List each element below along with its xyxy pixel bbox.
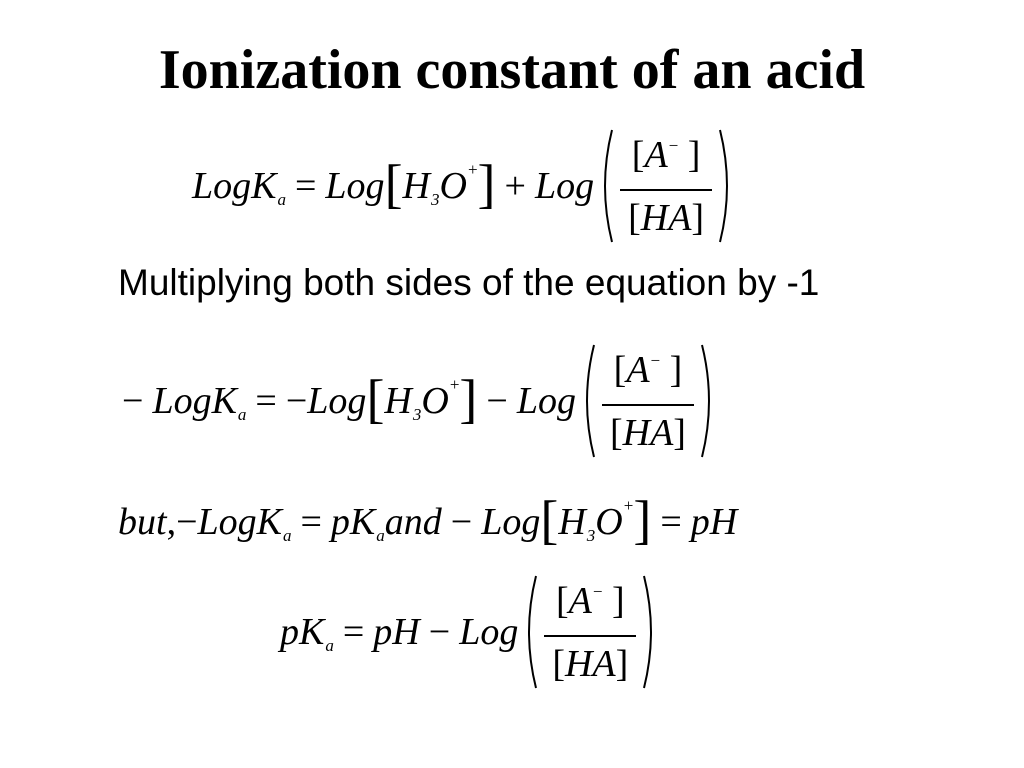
pka-term: pK [280,611,325,653]
superscript-plus: + [623,496,634,515]
subscript-a: a [282,526,292,545]
fraction-numerator: [A− ] [556,579,625,622]
fraction-a-over-ha [620,132,712,241]
ph-term: pH [373,611,420,653]
left-bracket: [ [540,490,559,550]
log-ka-term: LogK [197,501,282,543]
right-bracket: ] [477,154,496,214]
subscript-a: a [237,405,247,424]
log-ka-term: LogK [152,380,237,422]
comma: , [166,501,177,543]
hydrogen-symbol: H [558,501,586,543]
left-bracket: [ [366,369,385,429]
fraction-bar [620,189,712,191]
equation-henderson-hasselbalch [280,574,662,690]
fraction-denominator: [HA] [628,196,705,239]
fraction-denominator: [HA] [552,642,629,685]
equals-sign: = [300,501,322,543]
right-bracket: ] [633,490,652,550]
oxygen-symbol: O [439,165,467,207]
fraction-numerator: [A− ] [613,348,683,391]
superscript-plus: + [467,160,478,179]
fraction-bar [602,404,694,406]
left-paren-icon [578,343,596,459]
minus-operator: − [428,611,451,653]
equation-negative-log-ka [122,343,720,459]
subscript-3: 3 [412,405,422,424]
minus-operator: − [450,501,473,543]
fraction-denominator: [HA] [609,411,686,454]
subscript-3: 3 [586,526,596,545]
log-ka-term: LogK [192,165,277,207]
instruction-text: Multiplying both sides of the equation by -1 [118,262,820,303]
right-bracket: ] [459,369,478,429]
equals-sign: = [660,501,682,543]
left-paren-icon [520,574,538,690]
right-paren-icon [642,574,660,690]
and-word: and [384,501,442,543]
log-term: Log [459,611,519,653]
minus-sign: − [122,380,144,422]
plus-operator: + [504,165,526,207]
equals-sign: = [255,380,277,422]
minus-sign: − [176,501,198,543]
subscript-a: a [325,636,334,655]
right-paren-icon [700,343,718,459]
subscript-a: a [376,526,385,545]
log-term: Log [516,380,576,422]
subscript-a: a [277,190,286,209]
hydrogen-symbol: H [384,380,412,422]
subscript-3: 3 [431,190,440,209]
ph-term: pH [690,501,738,543]
fraction-bar [544,635,636,637]
log-term: Log [534,165,595,207]
superscript-plus: + [449,375,460,394]
equals-sign: = [342,611,365,653]
minus-sign: − [285,380,308,422]
left-bracket: [ [384,154,403,214]
right-paren-icon [718,128,736,244]
equation-pka-ph-definitions [118,490,738,550]
but-word: but [118,501,167,543]
fraction-numerator: [A− ] [631,133,701,176]
oxygen-symbol: O [421,380,449,422]
oxygen-symbol: O [595,501,623,543]
fraction-a-over-ha [544,578,636,687]
log-term: Log [325,165,385,207]
slide-title: Ionization constant of an acid [158,39,866,101]
log-term: Log [481,501,541,543]
log-term: Log [307,380,367,422]
equals-sign: = [294,165,317,207]
pka-term: pK [330,501,376,543]
left-paren-icon [596,128,614,244]
hydrogen-symbol: H [402,165,430,207]
fraction-a-over-ha [602,347,694,456]
equation-log-ka [192,128,738,244]
minus-operator: − [486,380,508,422]
